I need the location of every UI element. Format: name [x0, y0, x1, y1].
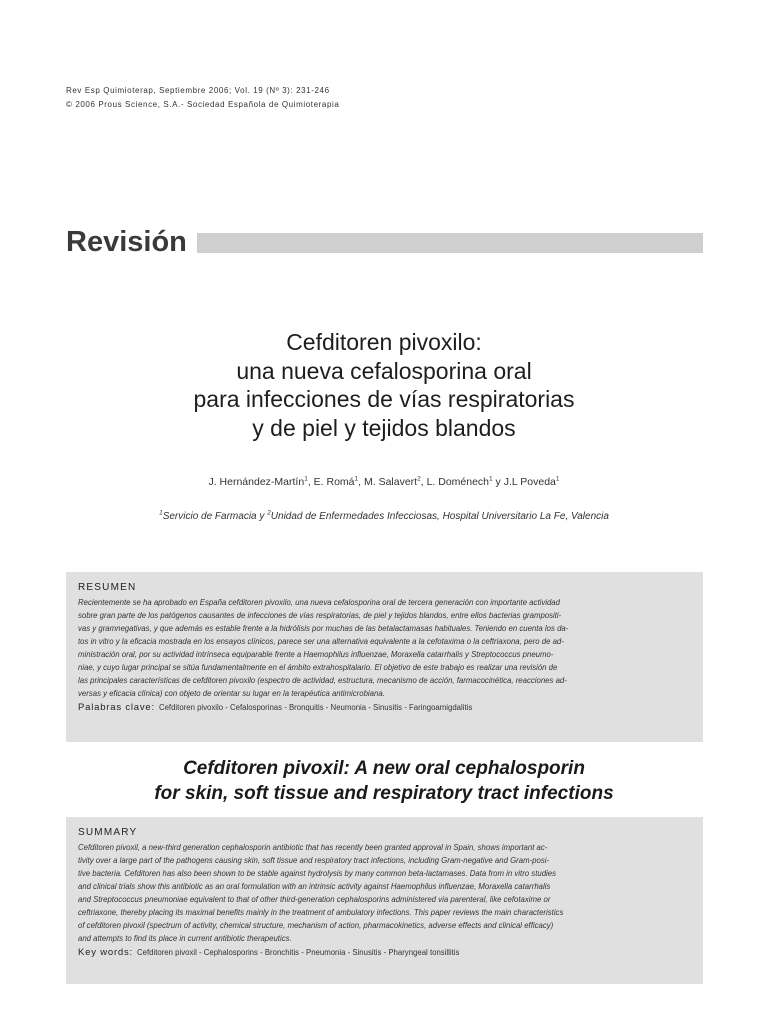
title-es-line: Cefditoren pivoxilo:: [286, 329, 482, 355]
keywords-label: Key words:: [78, 947, 133, 958]
summary-line: ceftriaxone, thereby placing its maximal benefits mainly in the treatment of ambulatory infections. This paper reviews the main characteristics: [78, 908, 564, 917]
resumen-line: tos in vitro y la eficacia mostrada en los ensayos clínicos, parece ser una alternativa equivalente a la cefotaxima o la ceftriaxona, pero de ad-: [78, 637, 564, 646]
resumen-text: [78, 596, 691, 700]
author-name: E. Romá: [313, 476, 355, 488]
section-heading-label: Revisión: [66, 225, 187, 258]
author-affiliation-mark: 1: [304, 475, 308, 483]
author-affiliation-mark: 1: [489, 475, 493, 483]
journal-citation: Rev Esp Quimioterap, Septiembre 2006; Vol. 19 (Nº 3): 231-246: [66, 86, 330, 95]
resumen-line: las principales características de cefditoren pivoxilo (espectro de actividad, estructura, mecanismo de acción, farmacocinética, reacciones ad-: [78, 676, 567, 685]
keywords-label: Palabras clave:: [78, 702, 155, 713]
keywords-list: Cefditoren pivoxil - Cephalosporins - Bronchitis - Pneumonia - Sinusitis - Pharyngeal tonsillitis: [137, 948, 460, 957]
summary-line: tivity over a large part of the pathogens causing skin, soft tissue and respiratory tract infections, including Gram-negative and Gram-posi-: [78, 856, 550, 865]
title-es-line: una nueva cefalosporina oral: [236, 357, 532, 384]
author-affiliation-mark: 1: [354, 475, 359, 483]
summary-line: Cefditoren pivoxil, a new-third generation cephalosporin antibiotic that has recently been granted approval in Spain, shows important ac-: [78, 843, 548, 852]
author-name: M. Salavert: [363, 476, 418, 488]
article-title-en: [0, 756, 768, 806]
author-separator: ,: [358, 476, 364, 488]
title-es-line: para infecciones de vías respiratorias: [193, 386, 575, 412]
resumen-line: niae, y cuyo lugar principal se sitúa fundamentalmente en el ámbito extrahospitalario. El objetivo de este trabajo es realizar una revisión de: [78, 663, 558, 672]
resumen-line: vas y gramnegativas, y que además es estable frente a la hidrólisis por muchas de las betalactamasas habituales. Teniendo en cuenta los da-: [78, 624, 569, 633]
resumen-line: ministración oral, por su actividad intrínseca equiparable frente a Haemophilus influenzae, Moraxella catarrhalis y Streptococcus pneumo-: [78, 650, 554, 659]
author-separator: y: [492, 476, 504, 488]
author-affiliation-mark: 2: [417, 475, 421, 483]
summary-line: and Streptococcus pneumoniae equivalent to that of other third-generation cephalosporins administered via parenteral, like cefotaxime or: [78, 895, 551, 904]
section-heading-bar: [197, 233, 703, 253]
summary-line: tive bacteria. Cefditoren has also been shown to be stable against hydrolysis by many common beta-lactamases. Data from in vitro studies: [78, 869, 557, 878]
journal-copyright: © 2006 Prous Science, S.A.- Sociedad Española de Quimioterapia: [66, 100, 340, 109]
affiliation-text: Servicio de Farmacia y: [162, 511, 268, 522]
resumen-line: Recientemente se ha aprobado en España cefditoren pivoxilo, una nueva cefalosporina oral de tercera generación con importante actividad: [78, 598, 560, 607]
resumen-line: sobre gran parte de los patógenos causantes de infecciones de vías respiratorias, de piel y tejidos blandos, entre ellos bacterias grampositi-: [78, 611, 562, 620]
resumen-box: [66, 572, 703, 742]
author-separator: ,: [420, 476, 427, 488]
author-list: [0, 476, 768, 488]
section-heading: [66, 222, 703, 262]
summary-text: [78, 841, 691, 945]
title-es-line: y de piel y tejidos blandos: [252, 414, 516, 441]
title-en-line: for skin, soft tissue and respiratory tract infections: [154, 783, 614, 804]
affiliation-number: 2: [267, 509, 271, 517]
author-affiliation-mark: 1: [555, 475, 560, 483]
keywords-list: Cefditoren pivoxilo - Cefalosporinas - Bronquitis - Neumonia - Sinusitis - Faringoamigdalitis: [158, 703, 473, 712]
summary-keywords: [78, 947, 691, 958]
summary-heading: SUMMARY: [78, 827, 138, 838]
resumen-line: versas y eficacia clínica) con objeto de orientar su lugar en la terapéutica antimicrobiana.: [78, 689, 385, 698]
summary-line: of cefditoren pivoxil (spectrum of activity, chemical structure, mechanism of action, pharmacokinetics, adverse effects and clinical efficacy): [78, 921, 554, 930]
affiliation-text: Unidad de Enfermedades Infecciosas, Hospital Universitario La Fe, Valencia: [270, 511, 609, 522]
affiliation-number: 1: [159, 509, 163, 517]
author-separator: ,: [307, 476, 314, 488]
affiliations: [0, 511, 768, 522]
journal-header: [66, 84, 339, 112]
summary-box: [66, 817, 703, 984]
resumen-heading: RESUMEN: [78, 582, 137, 593]
author-name: J. Hernández-Martín: [208, 476, 305, 488]
resumen-keywords: [78, 702, 691, 713]
author-name: L. Doménech: [426, 476, 490, 488]
author-name: J.L Poveda: [503, 476, 556, 488]
summary-line: and clinical trials show this antibiotic as an oral formulation with an intrinsic activity against Haemophilus influenzae, Moraxella catarrhalis: [78, 882, 551, 891]
title-en-line: Cefditoren pivoxil: A new oral cephalosporin: [183, 758, 585, 779]
article-title-es: [0, 328, 768, 442]
summary-line: and attempts to find its place in current antibiotic therapeutics.: [78, 934, 292, 943]
